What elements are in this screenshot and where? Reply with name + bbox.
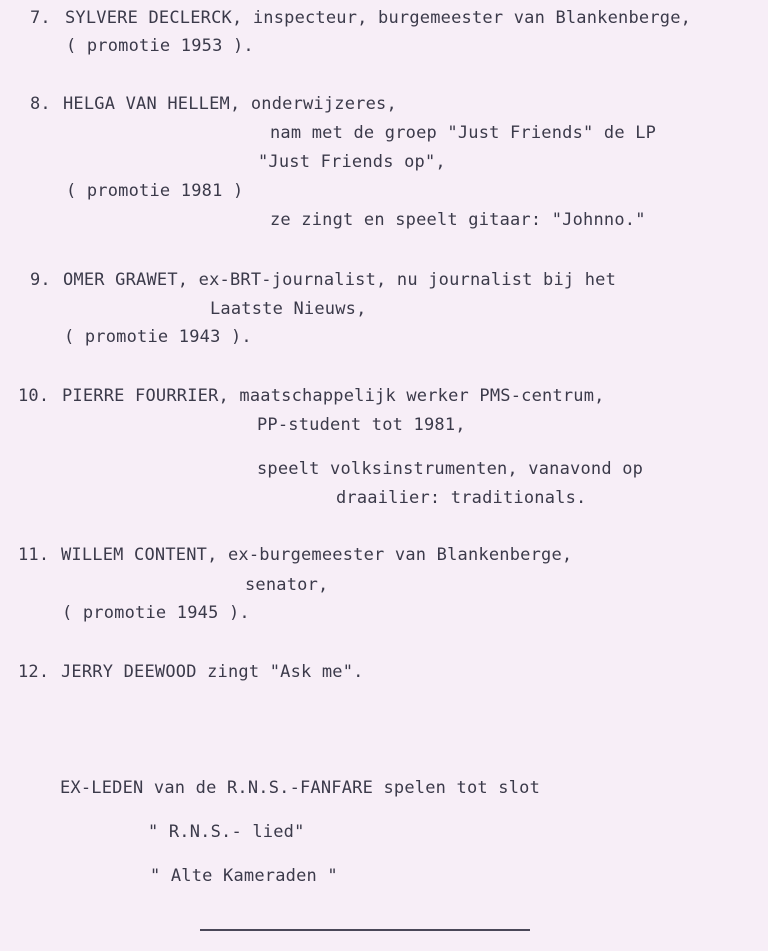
entry-8-number: 8.: [30, 94, 51, 114]
entry-12-line-1: JERRY DEEWOOD zingt "Ask me".: [61, 662, 364, 682]
entry-11-line-3: ( promotie 1945 ).: [62, 603, 250, 623]
entry-10-number: 10.: [18, 386, 50, 406]
entry-7-line-1: SYLVERE DECLERCK, inspecteur, burgemeester van Blankenberge,: [65, 8, 692, 28]
entry-10-line-3: speelt volksinstrumenten, vanavond op: [257, 459, 644, 479]
entry-7-line-2: ( promotie 1953 ).: [66, 36, 254, 56]
entry-10-line-1: PIERRE FOURRIER, maatschappelijk werker PMS-centrum,: [62, 386, 605, 406]
entry-9-number: 9.: [30, 270, 51, 290]
entry-11-number: 11.: [18, 545, 50, 565]
entry-8-line-4: ( promotie 1981 ): [66, 181, 244, 201]
entry-10-line-2: PP-student tot 1981,: [257, 415, 466, 435]
closing-song-1: " R.N.S.- lied": [148, 822, 305, 842]
entry-10-line-4: draailier: traditionals.: [336, 488, 587, 508]
entry-9-line-3: ( promotie 1943 ).: [64, 327, 252, 347]
entry-8-line-1: HELGA VAN HELLEM, onderwijzeres,: [63, 94, 397, 114]
entry-11-line-1: WILLEM CONTENT, ex-burgemeester van Blankenberge,: [61, 545, 573, 565]
entry-8-line-3: "Just Friends op",: [258, 152, 446, 172]
bottom-rule: [200, 929, 530, 931]
closing-intro: EX-LEDEN van de R.N.S.-FANFARE spelen tot slot: [60, 778, 541, 798]
entry-12-number: 12.: [18, 662, 50, 682]
entry-7-number: 7.: [30, 8, 51, 28]
closing-song-2: " Alte Kameraden ": [150, 866, 338, 886]
entry-11-line-2: senator,: [245, 575, 329, 595]
entry-8-line-2: nam met de groep "Just Friends" de LP: [270, 123, 657, 143]
entry-9-line-1: OMER GRAWET, ex-BRT-journalist, nu journalist bij het: [63, 270, 617, 290]
entry-8-line-5: ze zingt en speelt gitaar: "Johnno.": [270, 210, 646, 230]
entry-9-line-2: Laatste Nieuws,: [210, 299, 367, 319]
